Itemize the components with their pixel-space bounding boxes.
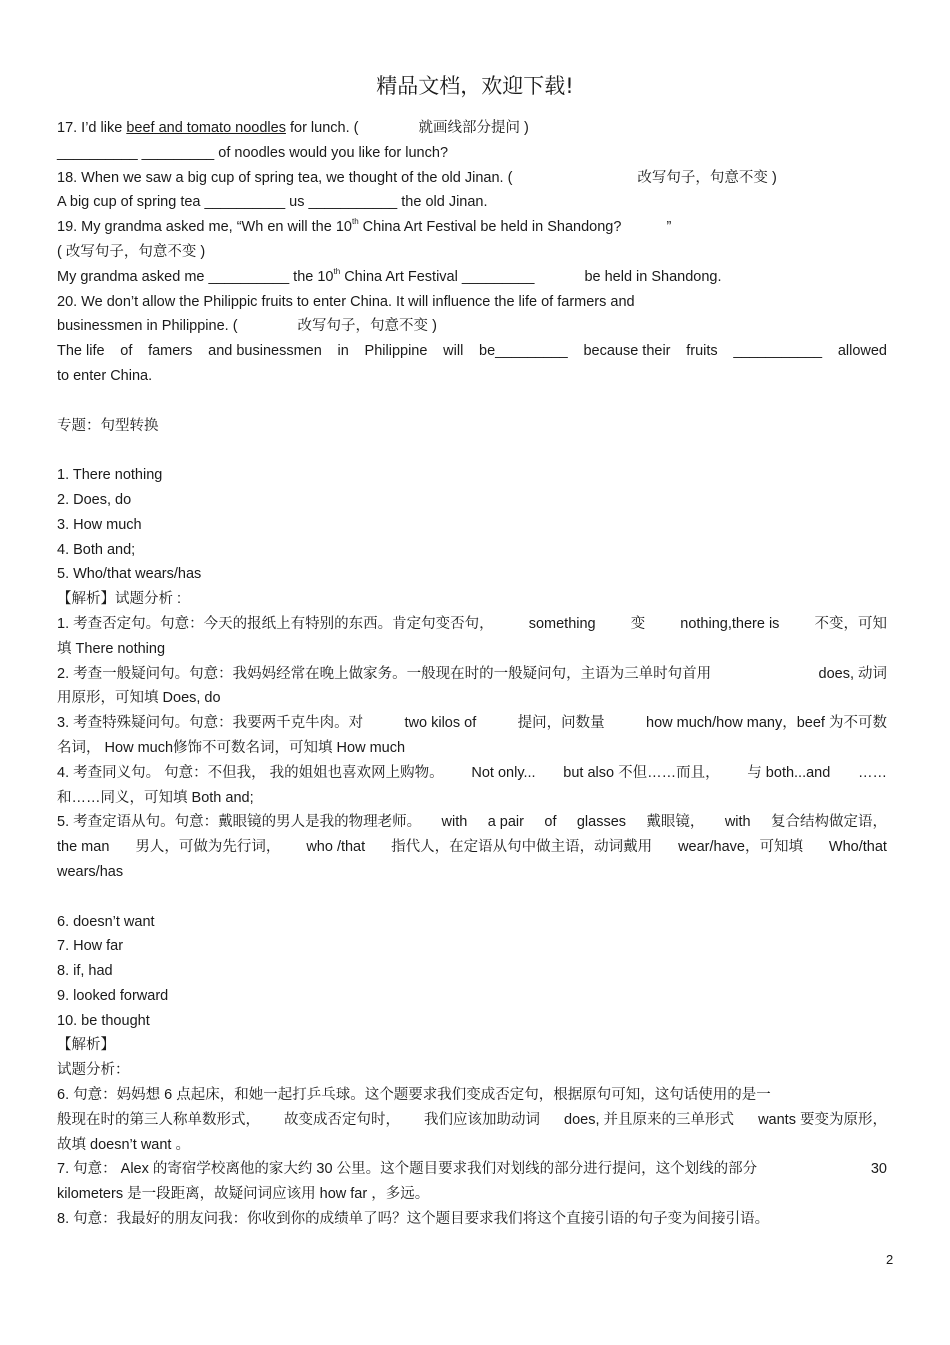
explanation-3-line-1 [57,711,887,736]
text: 不变，可知 [814,615,887,632]
text: with [724,814,751,831]
question-text: China Art Festival _________ [340,268,535,285]
word: ___________ [733,343,823,360]
explanation-4-line-2: 和……同义，可知填 Both and; [57,789,254,806]
word: Philippine [364,343,428,360]
question-20-line-3 [57,339,887,364]
answer-item: 6. doesn’t want [57,913,155,930]
explanation-4-line-1 [57,761,887,786]
text: …… [858,764,887,781]
question-18-line-2: A big cup of spring tea __________ us ___________ the old Jinan. [57,194,488,211]
question-text: 18. When we saw a big cup of spring tea, we thought of the old Jinan. ( [57,169,513,186]
answer-item: 2. Does, do [57,491,132,508]
text: does, 并且原来的三单形式 [564,1111,735,1128]
question-text: China Art Festival be held in Shandong? [358,219,622,236]
spacer [57,438,887,463]
text: the man [57,839,110,856]
underlined-phrase: beef and tomato noodles [126,120,286,136]
explanation-6-line-1: 6. 句意：妈妈想 6 点起床，和她一起打乒乓球。这个题要求我们变成否定句，根据原句可知，这句话使用的是一 [57,1087,771,1104]
instruction-text: 改写句子，句意不变 ) [637,169,777,186]
explanation-5-line-1 [57,810,887,835]
text: 故变成否定句时， [284,1111,401,1128]
text: 我们应该加助动词 [424,1111,541,1128]
text: glasses [576,814,627,831]
text: 30 [870,1161,887,1178]
ordinal-suffix: th [351,217,359,227]
word: The life [57,343,105,360]
answer-item: 9. looked forward [57,987,169,1004]
text: 复合结构做定语， [771,814,887,831]
text: 指代人，在定语从句中做主语，动词戴用 [391,839,653,856]
instruction-text: 就画线部分提问 ) [418,120,529,136]
answer-item: 3. How much [57,516,142,533]
instruction-text: 改写句子，句意不变 ) [297,318,437,335]
ordinal-suffix: th [333,266,341,276]
answer-item: 8. if, had [57,963,113,980]
word: fruits [686,343,718,360]
question-text: 19. My grandma asked me, “Wh en will the 10 [57,219,352,236]
text: 戴眼镜， [646,814,705,831]
analysis-subheading: 试题分析： [57,1062,130,1079]
question-text: for lunch. ( [285,120,359,136]
explanation-5-line-3: wears/has [57,863,124,880]
explanation-2-line-2: 用原形，可知填 Does, do [57,690,221,707]
word: in [337,343,349,360]
word: will [443,343,464,360]
text: 5. 考查定语从句。句意：戴眼镜的男人是我的物理老师。 [57,814,422,831]
answer-item: 1. There nothing [57,467,163,484]
explanation-3-line-2: 名词， How much修饰不可数名词，可知填 How much [57,739,406,756]
explanation-5-line-2 [57,835,887,860]
explanation-1-line-1 [57,612,887,637]
explanation-7-line-1 [57,1157,887,1182]
word: and businessmen [208,343,322,360]
text: 提问，问数量 [517,715,605,732]
text: 男人，可做为先行词， [135,839,281,856]
question-18-line-1 [57,166,887,191]
analysis-heading: 【解析】 [57,1037,115,1054]
text: 与 both...and [747,764,831,781]
question-20-line-1: 20. We don’t allow the Philippic fruits to enter China. It will influence the life of farmers and [57,293,635,310]
question-19-line-2: ( 改写句子，句意不变 ) [57,243,206,260]
explanation-6-line-2 [57,1108,887,1133]
word: famers [148,343,193,360]
spacer [57,389,887,414]
page-header: 精品文档，欢迎下载! [376,74,574,98]
question-19-line-1 [57,215,887,240]
text: 7. 句意： Alex 的寄宿学校离他的家大约 30 公里。这个题目要求我们对划线的部分进行提问，这个划线的部分 [57,1161,758,1178]
text: wants 要变为原形， [758,1111,887,1128]
quote-mark: ” [666,219,672,236]
text: something [528,615,596,632]
explanation-6-line-3: 故填 doesn’t want 。 [57,1136,190,1153]
question-text: My grandma asked me __________ the 10 [57,268,334,285]
text: nothing,there is [680,615,780,632]
text: 变 [630,615,646,632]
word: because their [583,343,671,360]
question-text: be held in Shandong. [584,268,722,285]
text: does, 动词 [818,665,887,682]
answer-item: 10. be thought [57,1012,150,1029]
text: 般现在时的第三人称单数形式， [57,1111,260,1128]
text: with [441,814,468,831]
explanation-1-line-2: 填 There nothing [57,640,166,657]
explanation-7-line-2: kilometers 是一段距离，故疑问词应该用 how far ，多远。 [57,1186,430,1203]
topic-label: 专题：句型转换 [57,417,159,434]
answer-item: 4. Both and; [57,541,136,558]
text: how much/how many，beef 为不可数 [646,715,887,732]
text: Not only... [471,764,536,781]
word: of [120,343,133,360]
page-number: 2 [886,1252,894,1267]
text: wear/have，可知填 [678,839,803,856]
text: of [544,814,557,831]
text: a pair [487,814,524,831]
answer-item: 5. Who/that wears/has [57,566,202,583]
question-20-line-2 [57,314,887,339]
explanation-8-line-1: 8. 句意：我最好的朋友问我：你收到你的成绩单了吗？这个题目要求我们将这个直接引语的句子变为间接引语。 [57,1211,770,1228]
text: who /that [306,839,366,856]
text: 2. 考查一般疑问句。句意：我妈妈经常在晚上做家务。一般现在时的一般疑问句，主语为三单时句首用 [57,665,712,682]
text: 1. 考查否定句。句意：今天的报纸上有特别的东西。肯定句变否句， [57,615,494,632]
question-17-line-2: __________ _________ of noodles would you like for lunch? [57,144,449,161]
question-text: businessmen in Philippine. ( [57,318,238,335]
answer-item: 7. How far [57,938,124,955]
word: be_________ [479,343,568,360]
question-17-line-1 [57,116,887,141]
explanation-2-line-1 [57,662,887,687]
text: but also 不但……而且， [563,764,720,781]
text: Who/that [828,839,887,856]
spacer [57,885,887,910]
question-20-line-4: to enter China. [57,367,153,384]
question-19-line-3 [57,265,887,290]
text: two kilos of [404,715,477,732]
word: allowed [837,343,887,360]
text: 3. 考查特殊疑问句。句意：我要两千克牛肉。对 [57,715,364,732]
text: 4. 考查同义句。 句意：不但我， 我的姐姐也喜欢网上购物。 [57,764,444,781]
question-text: 17. I’d like [57,120,127,136]
analysis-heading: 【解析】试题分析 : [57,591,182,608]
document-body [57,116,887,1232]
